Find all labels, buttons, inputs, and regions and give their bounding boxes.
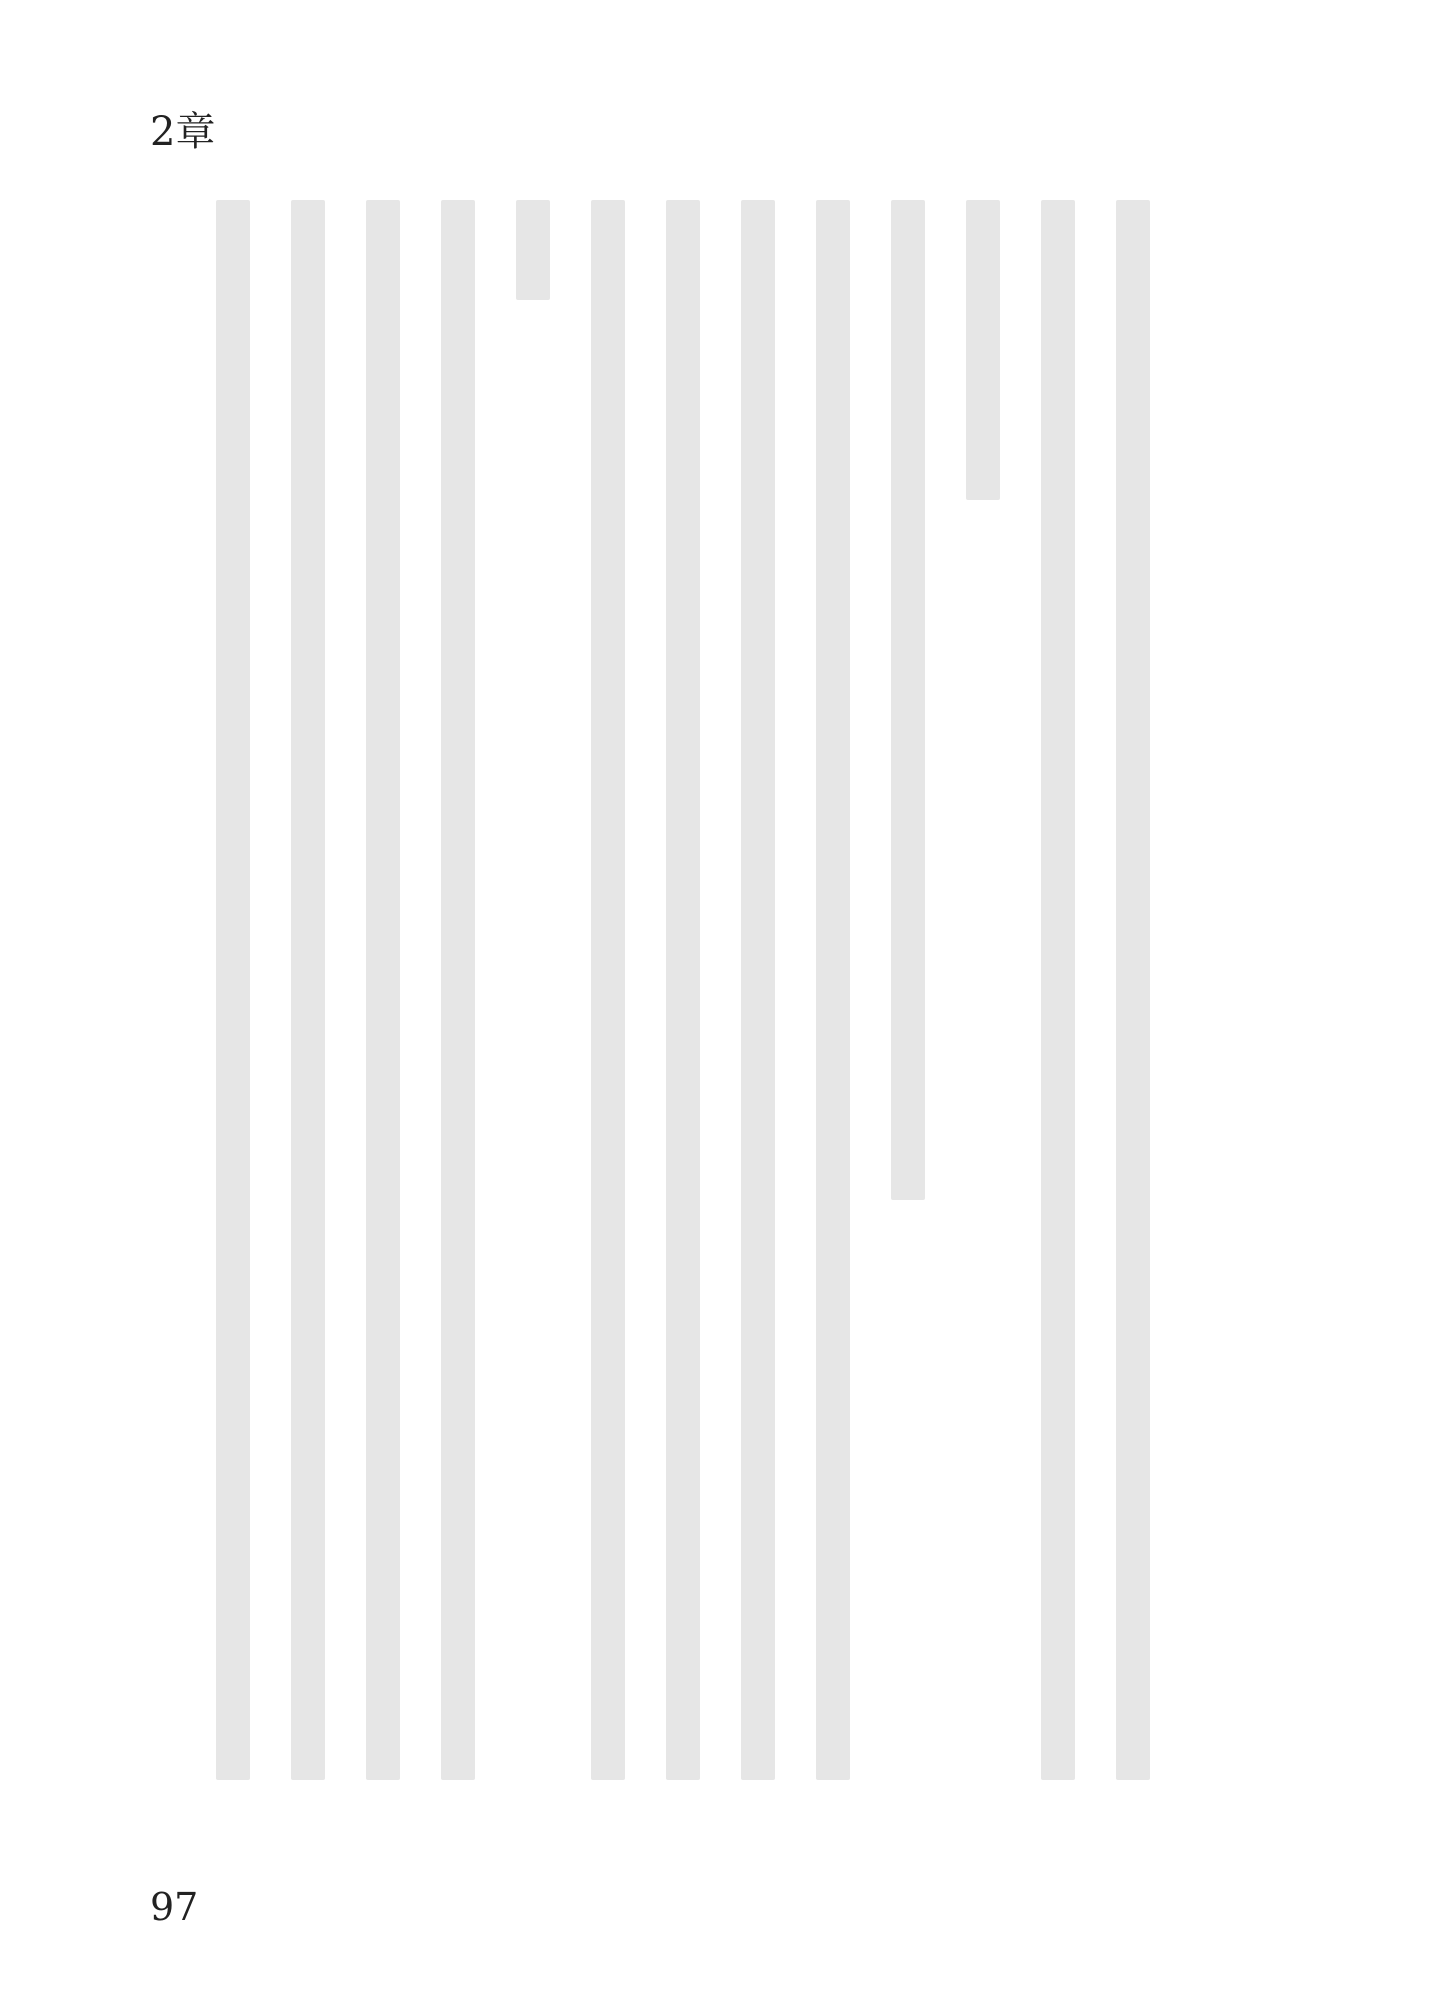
redacted-text-line — [216, 200, 250, 1780]
redacted-text-line — [291, 200, 325, 1780]
redacted-text-line — [366, 200, 400, 1780]
redacted-vertical-text-body — [150, 200, 1150, 1780]
chapter-header: 2章 — [150, 109, 216, 155]
redacted-text-line — [591, 200, 625, 1780]
redacted-text-line — [741, 200, 775, 1780]
redacted-text-line — [816, 200, 850, 1780]
page-number: 97 — [150, 1885, 199, 1929]
redacted-text-line — [891, 200, 925, 1200]
redacted-text-line — [516, 200, 550, 300]
redacted-text-line — [666, 200, 700, 1780]
redacted-text-line — [1041, 200, 1075, 1780]
redacted-text-line — [966, 200, 1000, 500]
redacted-text-line — [441, 200, 475, 1780]
redacted-text-line — [1116, 200, 1150, 1780]
